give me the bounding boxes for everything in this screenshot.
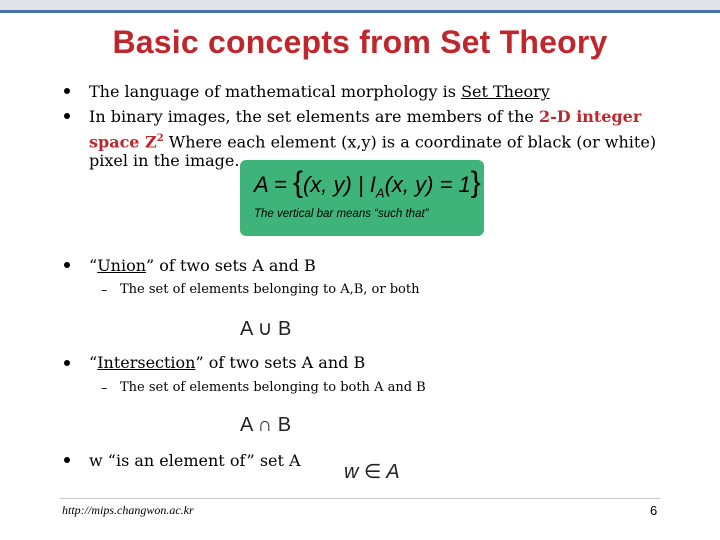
equation-note: The vertical bar means “such that” [254,208,429,220]
set-theory-link[interactable]: Set Theory [461,82,550,101]
footer-divider [60,498,660,499]
bullet-2-line-3: pixel in the image. [89,151,240,170]
bullet-dot [64,457,70,463]
bullet-4-text: “Intersection” of two sets A and B [89,353,366,372]
dash-marker: – [101,381,108,396]
bullet-2-line-1 [89,106,641,128]
union-description: The set of elements belonging to A,B, or both [120,282,420,297]
bullet-1-pre: The language of mathematical morphology is [89,82,462,101]
intersection-description: The set of elements belonging to both A and B [120,380,426,395]
set-definition-equation [240,160,484,236]
bullet-dot [64,88,70,94]
dash-marker: – [101,283,108,298]
union-link[interactable]: Union [97,256,147,275]
page-number: 6 [650,503,658,518]
intersection-symbol: A ∩ B [240,414,292,436]
bullet-dot [64,113,70,119]
bullet-2-superscript: 2 [156,133,164,144]
header-band [0,0,720,10]
bullet-2-pre: In binary images, the set elements are members of the [89,107,539,126]
bullet-dot [64,262,70,268]
slide-title: Basic concepts from Set Theory [112,24,608,60]
bullet-2-highlight-2: space Z [89,132,157,152]
bullet-dot [64,360,70,366]
equation-formula: A = {(x, y) | $I_A(x$, y) = 1} [254,166,481,201]
union-symbol: A ∪ B [240,318,292,340]
header-rule [0,10,720,13]
intersection-link[interactable]: Intersection [97,353,196,372]
bullet-2-post: Where each element (x,y) is a coordinate of black (or white) [163,132,657,152]
bullet-1-text [89,81,550,103]
bullet-2-highlight-1: 2-D integer [538,107,642,126]
bullet-3-text: “Union” of two sets A and B [89,256,316,275]
footer-url[interactable]: http://mips.changwon.ac.kr [62,503,194,517]
bullet-5-text: w “is an element of” set A [89,451,301,470]
element-of-symbol: w ∈ A [344,461,400,483]
